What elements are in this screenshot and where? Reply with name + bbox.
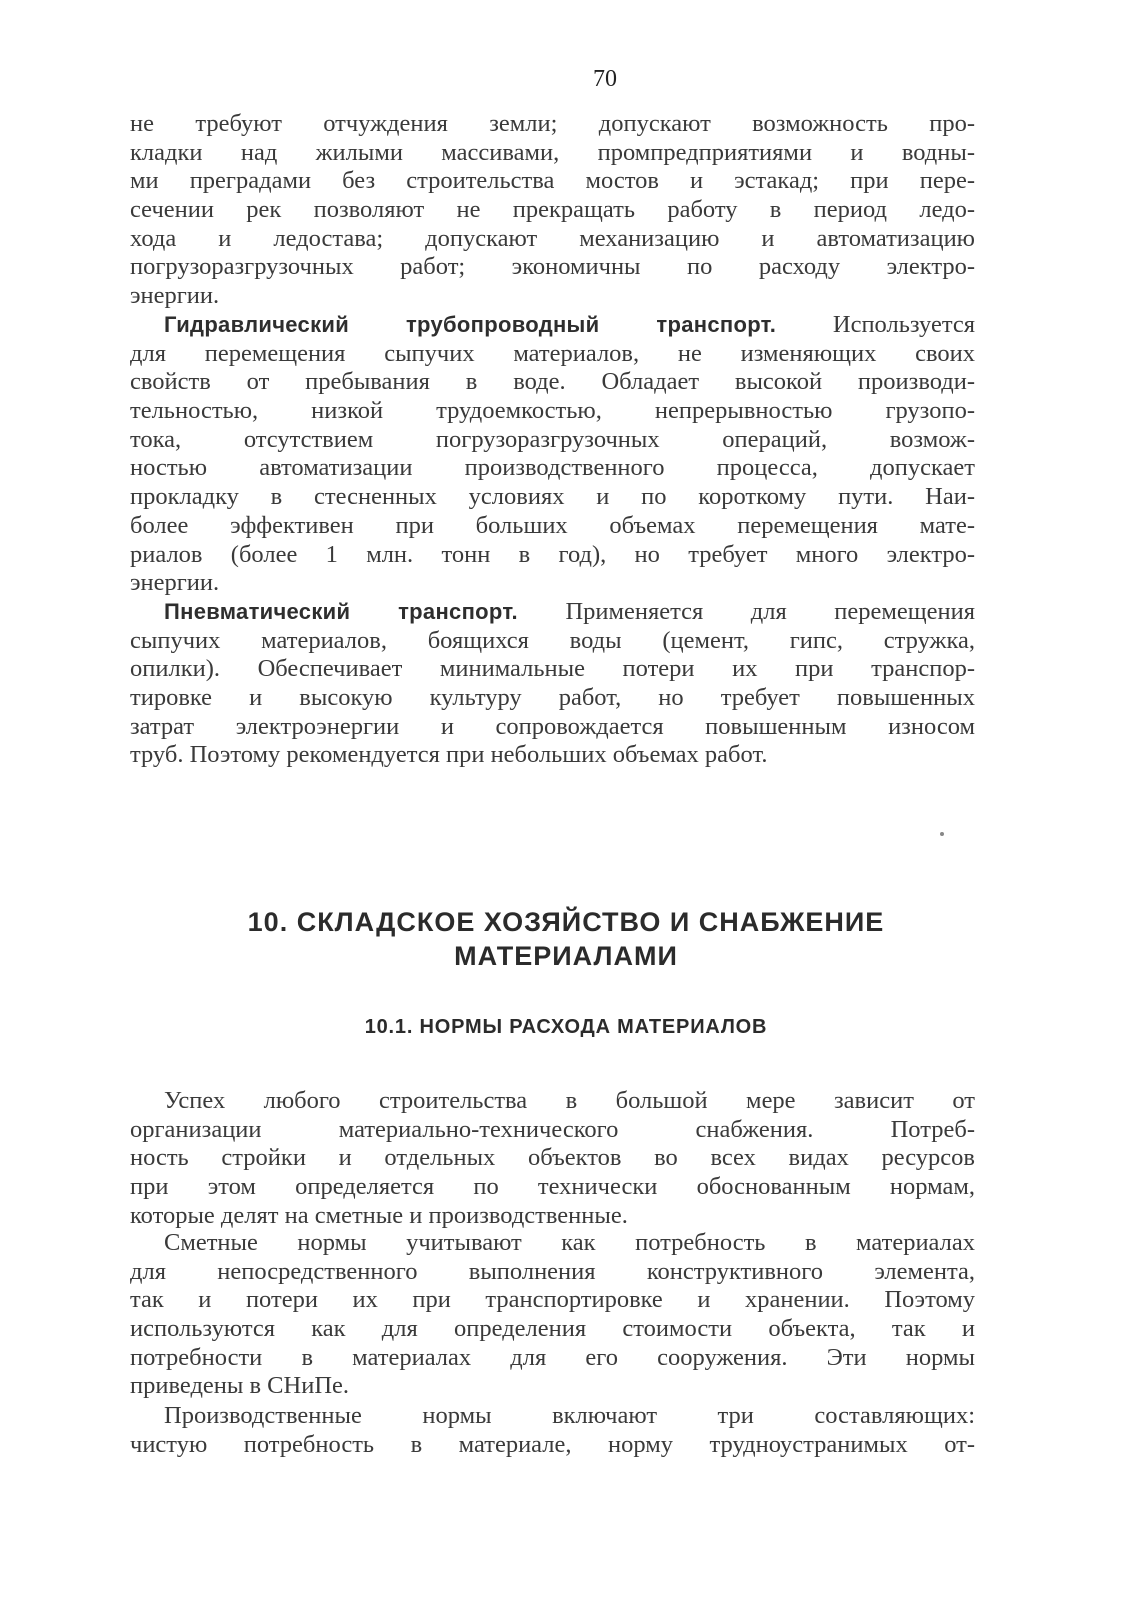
paragraph-continuation bbox=[130, 110, 975, 311]
text-line: Производственные нормы включают три составляющих: bbox=[164, 1402, 975, 1429]
print-speck bbox=[940, 832, 944, 836]
text-line: энергии. bbox=[130, 282, 220, 310]
text-fragment: Используется bbox=[832, 311, 975, 338]
text-line: при этом определяется по технически обоснованным нормам, bbox=[130, 1173, 975, 1201]
text-line: тока, отсутствием погрузоразгрузочных операций, возмож- bbox=[130, 425, 975, 453]
paragraph-hydraulic-transport bbox=[130, 311, 975, 598]
text-fragment: Применяется для перемещения bbox=[565, 598, 976, 625]
section-title: 10.1. НОРМЫ РАСХОДА МАТЕРИАЛОВ bbox=[364, 1016, 768, 1038]
paragraph-pneumatic-transport bbox=[130, 598, 975, 770]
paragraph-first-line bbox=[130, 598, 975, 627]
chapter-title-line: 10. СКЛАДСКОЕ ХОЗЯЙСТВО И СНАБЖЕНИЕ bbox=[247, 907, 885, 937]
text-line: чистую потребность в материале, норму трудноустранимых от- bbox=[130, 1430, 975, 1458]
text-line: так и потери их при транспортировке и хранении. Поэтому bbox=[130, 1286, 975, 1314]
text-line: погрузоразгрузочных работ; экономичны по расходу электро- bbox=[130, 253, 975, 281]
text-line: сыпучих материалов, боящихся воды (цемент, гипс, стружка, bbox=[130, 626, 975, 654]
text-line: хода и ледостава; допускают механизацию и автоматизацию bbox=[130, 224, 975, 252]
paragraph-first-line bbox=[130, 311, 975, 340]
text-line: организации материально-технического снабжения. Потреб- bbox=[130, 1115, 975, 1143]
paragraph-production-norms bbox=[130, 1402, 975, 1459]
text-line: Сметные нормы учитывают как потребность в материалах bbox=[164, 1229, 975, 1256]
text-line: не требуют отчуждения земли; допускают возможность про- bbox=[130, 110, 975, 137]
term-heading: Гидравлический трубопроводный транспорт. bbox=[164, 312, 777, 337]
term-heading: Пневматический транспорт. bbox=[164, 599, 518, 624]
text-line: Успех любого строительства в большой мере зависит от bbox=[164, 1087, 975, 1114]
paragraph-estimate-norms bbox=[130, 1229, 975, 1401]
text-line: энергии. bbox=[130, 569, 220, 597]
text-line: которые делят на сметные и производственные. bbox=[130, 1201, 628, 1229]
text-line: приведены в СНиПе. bbox=[130, 1372, 350, 1400]
text-line: ностью автоматизации производственного процесса, допускает bbox=[130, 454, 975, 482]
text-line: тельностью, низкой трудоемкостью, непрерывностью грузопо- bbox=[130, 397, 975, 425]
text-line: риалов (более 1 млн. тонн в год), но требует много электро- bbox=[130, 540, 975, 568]
text-line: опилки). Обеспечивает минимальные потери их при транспор- bbox=[130, 655, 975, 683]
text-line: для перемещения сыпучих материалов, не изменяющих своих bbox=[130, 339, 975, 367]
text-line: прокладку в стесненных условиях и по короткому пути. Наи- bbox=[130, 483, 975, 511]
text-line: тировке и высокую культуру работ, но требует повышенных bbox=[130, 684, 975, 712]
text-line: более эффективен при больших объемах перемещения мате- bbox=[130, 511, 975, 539]
text-line: сечении рек позволяют не прекращать работу в период ледо- bbox=[130, 196, 975, 224]
text-line: потребности в материалах для его сооружения. Эти нормы bbox=[130, 1343, 975, 1371]
text-line: затрат электроэнергии и сопровождается повышенным износом bbox=[130, 712, 975, 740]
text-line: ность стройки и отдельных объектов во всех видах ресурсов bbox=[130, 1144, 975, 1172]
text-line: свойств от пребывания в воде. Обладает высокой производи- bbox=[130, 368, 975, 396]
text-line: ми преградами без строительства мостов и эстакад; при пере- bbox=[130, 167, 975, 195]
chapter-title bbox=[0, 905, 1132, 973]
text-line: труб. Поэтому рекомендуется при небольших объемах работ. bbox=[130, 741, 768, 769]
text-line: для непосредственного выполнения конструктивного элемента, bbox=[130, 1257, 975, 1285]
page-number: 70 bbox=[593, 66, 617, 92]
paragraph-intro bbox=[130, 1087, 975, 1230]
text-line: используются как для определения стоимости объекта, так и bbox=[130, 1315, 975, 1343]
chapter-title-line: МАТЕРИАЛАМИ bbox=[454, 941, 678, 971]
text-line: кладки над жилыми массивами, промпредприятиями и водны- bbox=[130, 138, 975, 166]
